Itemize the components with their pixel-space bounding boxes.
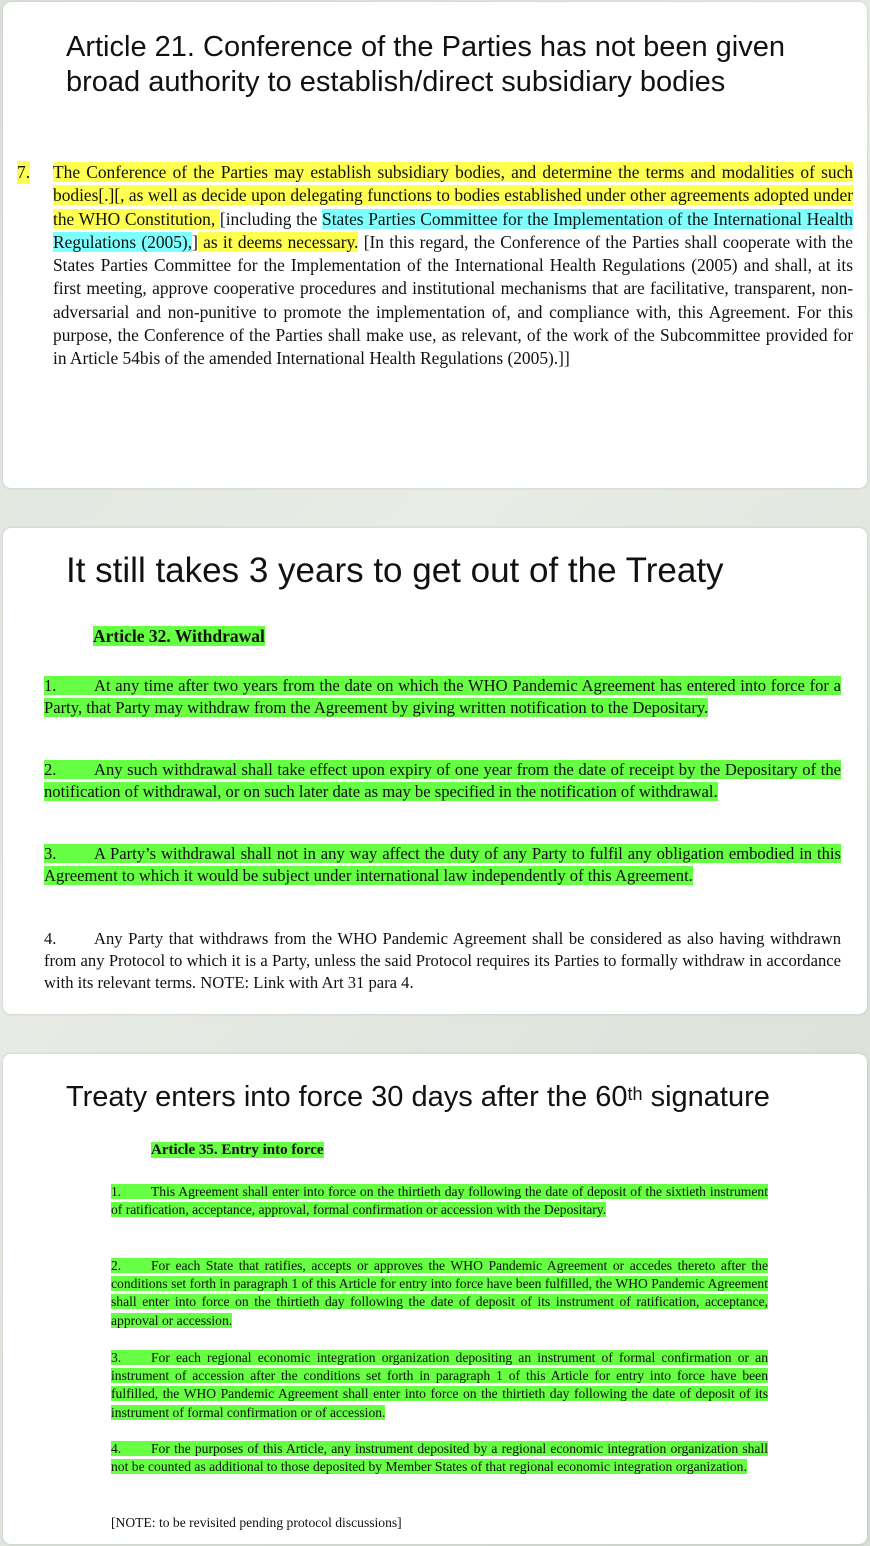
highlight-yellow-text: as it deems necessary. [197,231,359,252]
entry-paragraph-3: 3. For each regional economic integration organization depositing an instrument of formal confirmation or an instrument of accession after the conditions set forth in paragraph 1 of this Article for entry into force have been fulfilled, the WHO Pandemic Agreement shall enter into force on the thirtieth day following the date of deposit of its instrument of formal confirmation or of accession. [111,1350,768,1420]
highlight-yellow-text: The Conference of the Parties may establish subsidiary bodies, and determine the terms and modalities of such bodies[.][, as well as decide upon delegating functions to bodies established under other agreements adopted under the WHO Constitution, [53,162,853,229]
slide-article-32 [3,528,867,1014]
withdrawal-paragraph-2: 2. Any such withdrawal shall take effect upon expiry of one year from the date of receipt by the Depositary of the notification of withdrawal, or on such later date as may be specified in the notification of withdrawal. [44,760,841,802]
withdrawal-paragraph-1: 1. At any time after two years from the date on which the WHO Pandemic Agreement has entered into force for a Party, that Party may withdraw from the Agreement by giving written notification to the Depositary. [44,676,841,718]
slide-title: Treaty enters into force 30 days after the 60th signature [66,1081,770,1113]
highlight-cyan-text: States Parties Committee for the Implementation of the International Health Regulations (2005), [53,208,853,252]
paragraph-number: 7. [17,161,30,184]
slide-title: It still takes 3 years to get out of the Treaty [66,551,724,590]
article-heading: Article 32. Withdrawal [93,626,265,646]
plain-text: [including the [219,208,323,229]
withdrawal-paragraph-3: 3. A Party’s withdrawal shall not in any way affect the duty of any Party to fulfil any obligation embodied in this Agreement to which it would be subject under international law independently of this Agreement. [44,844,841,886]
entry-paragraph-4: 4. For the purposes of this Article, any instrument deposited by a regional economic integration organization shall not be counted as additional to those deposited by Member States of that regional economic integration organization. [111,1441,768,1475]
slide-article-35 [3,1054,867,1544]
slide-title: Article 21. Conference of the Parties has not been given broad authority to establish/direct subsidiary bodies [66,31,785,98]
paragraph-body [53,161,853,371]
plain-text: [In this regard, the Conference of the Parties shall cooperate with the States Parties Committee for the Implementation of the International Health Regulations (2005) and shall, at its first meeting, approve cooperative procedures and institutional mechanisms that are facilitative, transparent, non-adversarial and non-punitive to promote the implementation of, and compliance with, this Agreement. For this purpose, the Conference of the Parties shall make use, as relevant, of the work of the Subcommittee provided for in Article 54bis of the amended International Health Regulations (2005).]] [53,231,854,369]
withdrawal-paragraph-4: 4. Any Party that withdraws from the WHO Pandemic Agreement shall be considered as also having withdrawn from any Protocol to which it is a Party, unless the said Protocol requires its Parties to formally withdraw in accordance with its relevant terms. NOTE: Link with Art 31 para 4. [44,929,841,993]
paragraph-7 [17,161,853,371]
plain-text: ] [192,231,198,252]
article-heading: Article 35. Entry into force [151,1142,324,1158]
entry-paragraph-2: 2. For each State that ratifies, accepts or approves the WHO Pandemic Agreement or accedes thereto after the conditions set forth in paragraph 1 of this Article for entry into force have been fulfilled, the WHO Pandemic Agreement shall enter into force on the thirtieth day following the date of deposit of its instrument of ratification, acceptance, approval or accession. [111,1258,768,1328]
entry-paragraph-1: 1. This Agreement shall enter into force on the thirtieth day following the date of deposit of the sixtieth instrument of ratification, acceptance, approval, formal confirmation or accession with the Depositary. [111,1184,768,1218]
slide-article-21 [3,2,867,488]
note-text: [NOTE: to be revisited pending protocol discussions] [111,1515,402,1530]
